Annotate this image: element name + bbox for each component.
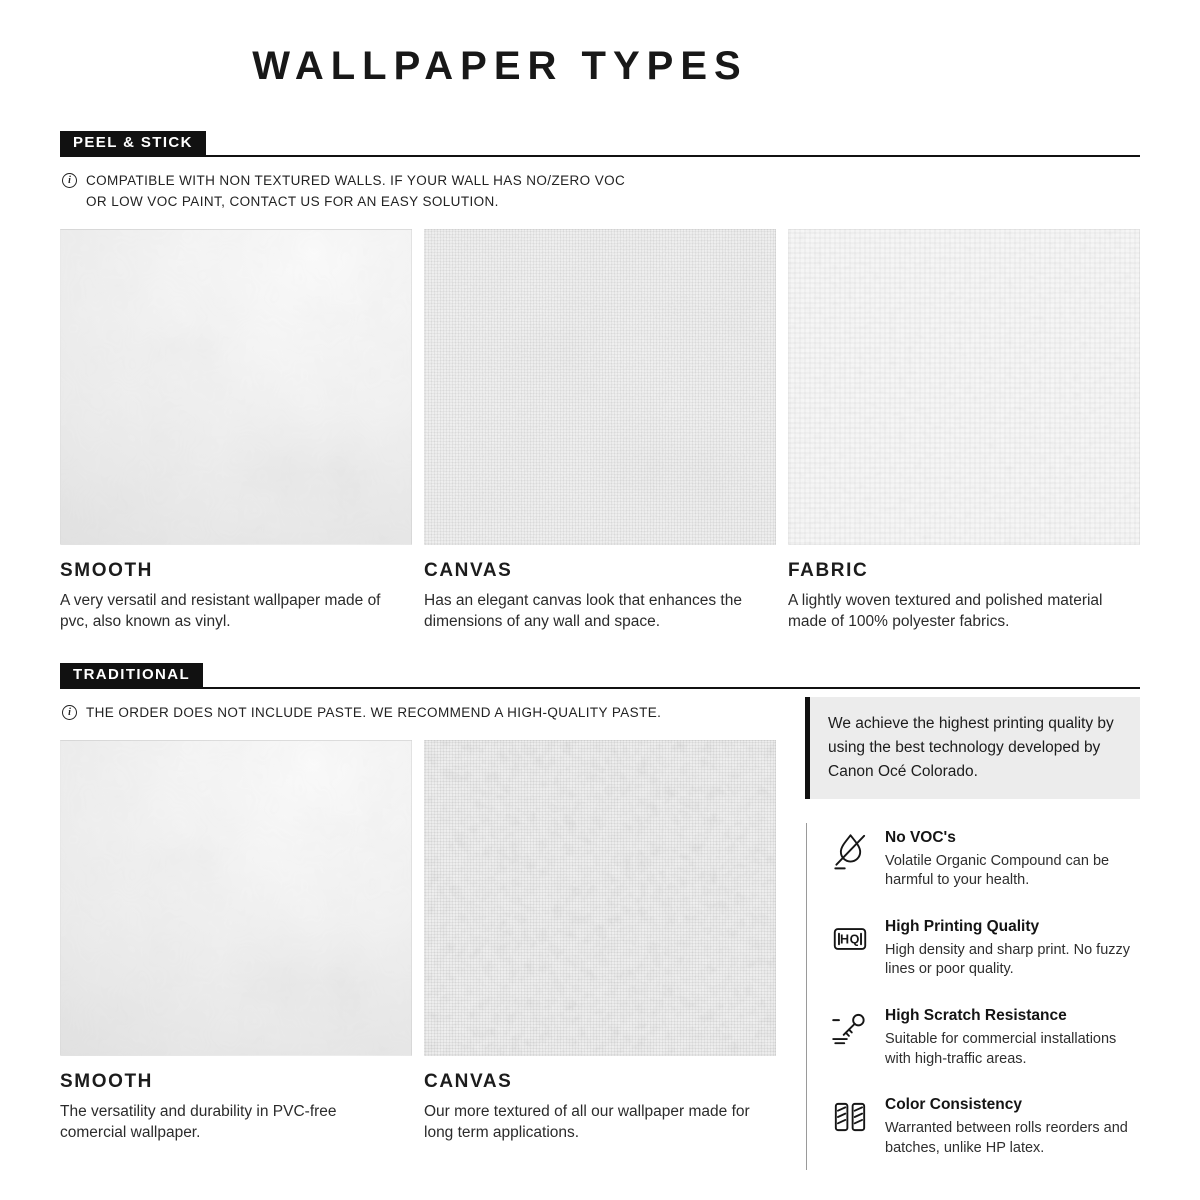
smooth-texture-swatch: [60, 229, 412, 545]
printing-quality-text: We achieve the highest printing quality by using the best technology developed by Canon Océ Colorado.: [828, 714, 1114, 780]
swatch-description: Our more textured of all our wallpaper made for long term applications.: [424, 1102, 750, 1141]
feature-description: High density and sharp print. No fuzzy lines or poor quality.: [885, 941, 1131, 978]
canvas-texture-swatch: [424, 229, 776, 545]
color-consistency-icon: [829, 1096, 871, 1138]
feature-scratch-resistance: [829, 1007, 1140, 1069]
feature-body: [885, 1096, 1135, 1158]
swatch-name: CANVAS: [424, 1070, 513, 1092]
swatch-description: The versatility and durability in PVC-free comercial wallpaper.: [60, 1102, 337, 1141]
info-icon: i: [62, 173, 77, 188]
swatch-name: FABRIC: [788, 559, 869, 581]
info-icon: i: [62, 705, 77, 720]
printing-quality-callout: [805, 697, 1140, 799]
traditional-header: [60, 663, 1140, 689]
feature-body: [885, 1007, 1135, 1069]
feature-title: High Printing Quality: [885, 917, 1040, 935]
section-traditional: [60, 663, 1140, 1171]
traditional-left-column: [60, 689, 776, 1144]
swatch-description: A lightly woven textured and polished material made of 100% polyester fabrics.: [788, 591, 1103, 630]
feature-high-printing-quality: [829, 918, 1140, 980]
caption-smooth: [60, 1071, 412, 1144]
peel-stick-label: PEEL & STICK: [60, 131, 206, 157]
fabric-texture-swatch: [788, 229, 1140, 545]
swatch-name: SMOOTH: [60, 559, 153, 581]
caption-canvas: [424, 560, 776, 633]
feature-description: Suitable for commercial installations with high-traffic areas.: [885, 1030, 1117, 1067]
peel-stick-note-text: COMPATIBLE WITH NON TEXTURED WALLS. IF YOUR WALL HAS NO/ZERO VOC OR LOW VOC PAINT, CONTACT US FOR AN EASY SOLUTION.: [86, 173, 626, 209]
no-voc-icon: [829, 829, 871, 871]
feature-description: Warranted between rolls reorders and batches, unlike HP latex.: [885, 1120, 1128, 1156]
feature-title: Color Consistency: [885, 1096, 1022, 1114]
swatch-name: CANVAS: [424, 559, 513, 581]
traditional-swatch-row: [60, 740, 776, 1056]
canvas-rough-texture-swatch: [424, 740, 776, 1056]
caption-smooth: [60, 560, 412, 633]
traditional-note: [62, 703, 776, 724]
high-printing-quality-icon: [829, 918, 871, 960]
feature-color-consistency: [829, 1096, 1140, 1158]
peel-stick-note: [62, 171, 1140, 213]
swatch-description: Has an elegant canvas look that enhances the dimensions of any wall and space.: [424, 591, 742, 630]
section-peel-and-stick: [60, 131, 1140, 633]
feature-title: High Scratch Resistance: [885, 1006, 1067, 1024]
peel-stick-swatch-row: [60, 229, 1140, 545]
quality-panel: [805, 697, 1140, 1171]
feature-no-voc: [829, 829, 1140, 891]
feature-body: [885, 829, 1135, 891]
caption-canvas: [424, 1071, 776, 1144]
caption-fabric: [788, 560, 1140, 633]
peel-stick-header: [60, 131, 1140, 157]
page-title: WALLPAPER TYPES: [252, 44, 748, 88]
feature-title: No VOC's: [885, 828, 956, 846]
peel-stick-captions: [60, 560, 1140, 633]
svg-text:HQ: HQ: [840, 932, 860, 947]
feature-body: [885, 918, 1135, 980]
feature-list: [806, 823, 1140, 1171]
scratch-resistance-icon: [829, 1007, 871, 1049]
smooth-texture-swatch: [60, 740, 412, 1056]
feature-description: Volatile Organic Compound can be harmful to your health.: [885, 852, 1110, 889]
traditional-captions: [60, 1071, 776, 1144]
traditional-label: TRADITIONAL: [60, 663, 203, 689]
swatch-name: SMOOTH: [60, 1070, 153, 1092]
swatch-description: A very versatil and resistant wallpaper made of pvc, also known as vinyl.: [60, 591, 381, 630]
traditional-note-text: THE ORDER DOES NOT INCLUDE PASTE. WE RECOMMEND A HIGH-QUALITY PASTE.: [86, 704, 662, 720]
